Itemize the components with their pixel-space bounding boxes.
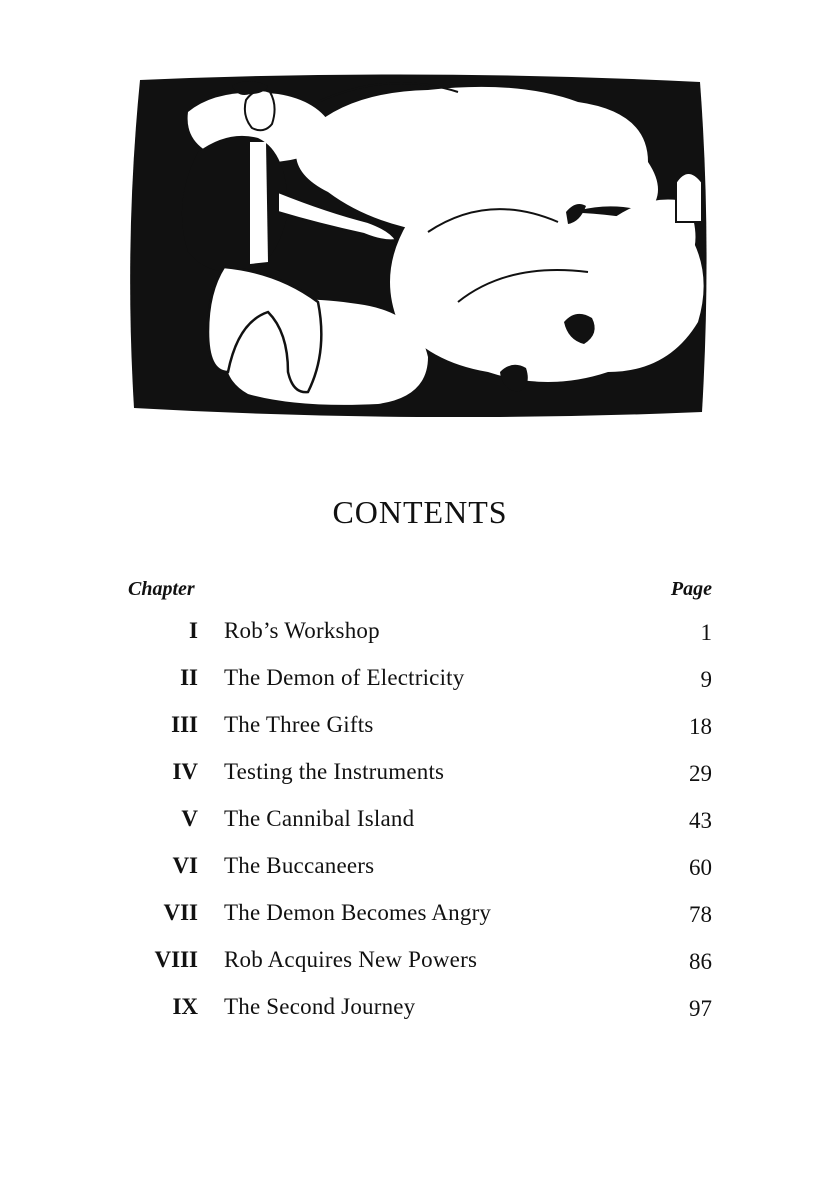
- chapter-title[interactable]: The Demon Becomes Angry: [224, 900, 492, 925]
- page-number: 60: [689, 855, 712, 880]
- toc-row-8[interactable]: [0, 941, 840, 988]
- chapter-numeral: VII: [163, 900, 198, 925]
- toc-row-1[interactable]: [0, 612, 840, 659]
- page-column-header: Page: [670, 578, 712, 600]
- chapter-numeral: IX: [172, 994, 198, 1019]
- page-number: 78: [689, 902, 712, 927]
- toc-row-5[interactable]: [0, 800, 840, 847]
- chapter-numeral: V: [181, 806, 198, 831]
- chapter-title[interactable]: The Three Gifts: [224, 712, 374, 737]
- chapter-title[interactable]: The Demon of Electricity: [224, 665, 465, 690]
- page-number: 9: [700, 667, 712, 692]
- toc-row-2[interactable]: [0, 659, 840, 706]
- frontispiece-illustration: [128, 72, 708, 417]
- toc-row-3[interactable]: [0, 706, 840, 753]
- toc-row-6[interactable]: [0, 847, 840, 894]
- chapter-column-header: Chapter: [128, 578, 195, 600]
- chapter-numeral: III: [171, 712, 198, 737]
- table-of-contents: [0, 612, 840, 1035]
- chapter-numeral: VIII: [154, 947, 198, 972]
- chapter-numeral: IV: [172, 759, 198, 784]
- page-number: 1: [700, 620, 712, 645]
- chapter-title[interactable]: The Buccaneers: [224, 853, 375, 878]
- page-number: 97: [689, 996, 712, 1021]
- page-number: 43: [689, 808, 712, 833]
- page-number: 29: [689, 761, 712, 786]
- chapter-title[interactable]: The Cannibal Island: [224, 806, 415, 831]
- chapter-title[interactable]: Testing the Instruments: [224, 759, 445, 784]
- chapter-title[interactable]: Rob Acquires New Powers: [224, 947, 478, 972]
- chapter-numeral: II: [180, 665, 198, 690]
- toc-row-4[interactable]: [0, 753, 840, 800]
- toc-row-9[interactable]: [0, 988, 840, 1035]
- chapter-title[interactable]: Rob’s Workshop: [224, 618, 380, 643]
- page-number: 86: [689, 949, 712, 974]
- chapter-title[interactable]: The Second Journey: [224, 994, 416, 1019]
- contents-heading: CONTENTS: [332, 494, 508, 530]
- toc-row-7[interactable]: [0, 894, 840, 941]
- chapter-numeral: VI: [172, 853, 198, 878]
- page-number: 18: [689, 714, 712, 739]
- chapter-numeral: I: [189, 618, 198, 643]
